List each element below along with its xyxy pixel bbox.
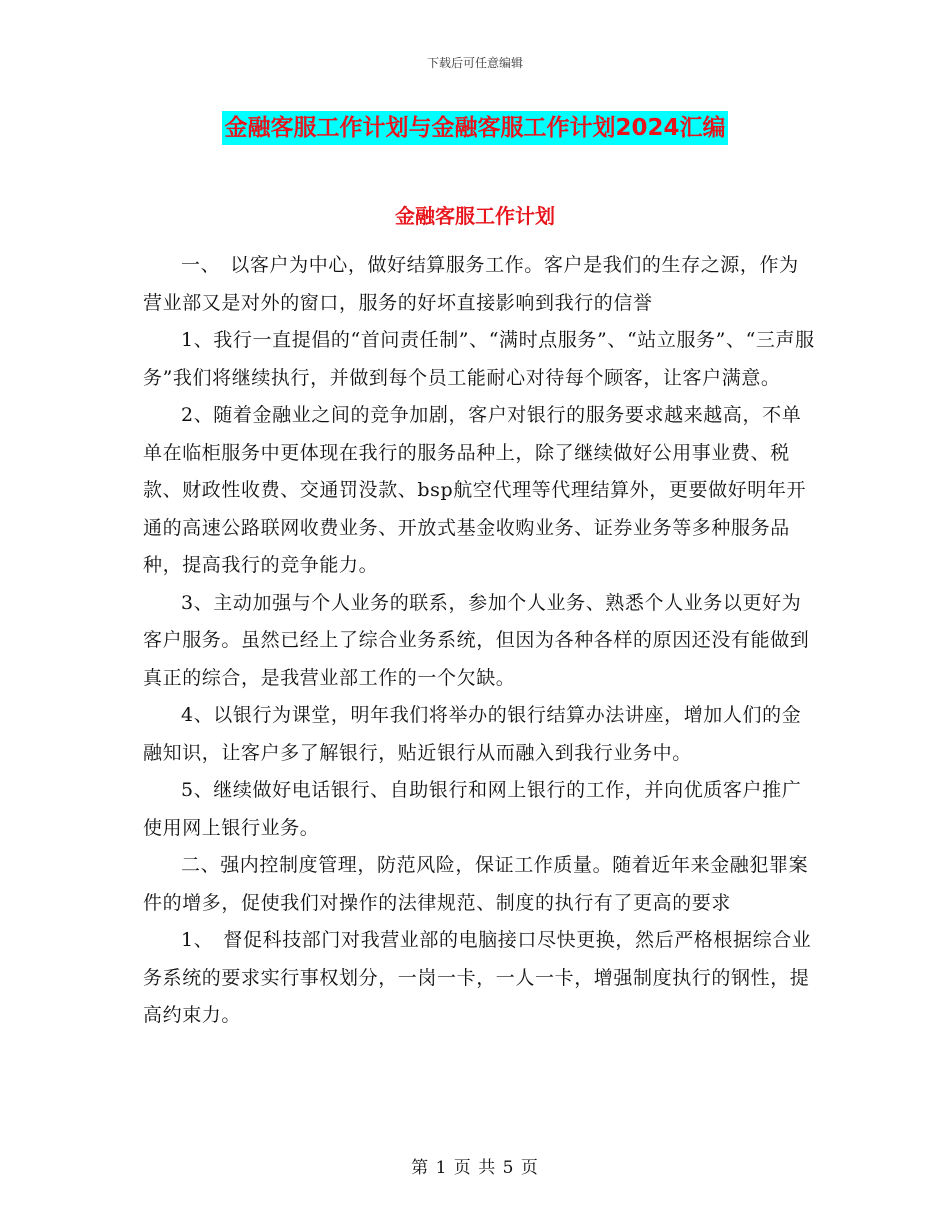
paragraph: 3、主动加强与个人业务的联系，参加个人业务、熟悉个人业务以更好为客户服务。虽然已经上了综合业务系统，但因为各种各样的原因还没有能做到真正的综合，是我营业部工作的一个欠缺。	[143, 591, 810, 689]
document-title-text: 金融客服工作计划与金融客服工作计划2024汇编	[222, 111, 727, 145]
paragraph: 5、继续做好电话银行、自助银行和网上银行的工作，并向优质客户推广使用网上银行业务。	[143, 779, 802, 839]
paragraph: 二、强内控制度管理，防范风险，保证工作质量。随着近年来金融犯罪案件的增多，促使我们对操作的法律规范、制度的执行有了更高的要求	[143, 854, 809, 914]
paragraph: 一、 以客户为中心，做好结算服务工作。客户是我们的生存之源，作为营业部又是对外的窗口，服务的好坏直接影响到我行的信誉	[143, 254, 799, 314]
paragraph: 4、以银行为课堂，明年我们将举办的银行结算办法讲座，增加人们的金融知识，让客户多了解银行，贴近银行从而融入到我行业务中。	[143, 704, 802, 764]
document-title	[0, 111, 950, 145]
paragraph: 1、我行一直提倡的“首问责任制”、“满时点服务”、“站立服务”、“三声服务”我们将继续执行，并做到每个员工能耐心对待每个顾客，让客户满意。	[143, 329, 815, 389]
document-body	[143, 247, 818, 1035]
paragraph: 1、 督促科技部门对我营业部的电脑接口尽快更换，然后严格根据综合业务系统的要求实行事权划分，一岗一卡，一人一卡，增强制度执行的钢性，提高约束力。	[143, 929, 812, 1026]
section-title: 金融客服工作计划	[395, 204, 555, 228]
paragraph: 2、随着金融业之间的竞争加剧，客户对银行的服务要求越来越高，不单单在临柜服务中更体现在我行的服务品种上，除了继续做好公用事业费、税款、财政性收费、交通罚没款、bsp航空代理等代理结算外，更要做好明年开通的高速公路联网收费业务、开放式基金收购业务、证券业务等多种服务品种，提高我行的竞争能力。	[143, 404, 807, 576]
page-number: 第 1 页 共 5 页	[411, 1158, 539, 1178]
page-header-note: 下载后可任意编辑	[426, 56, 523, 70]
